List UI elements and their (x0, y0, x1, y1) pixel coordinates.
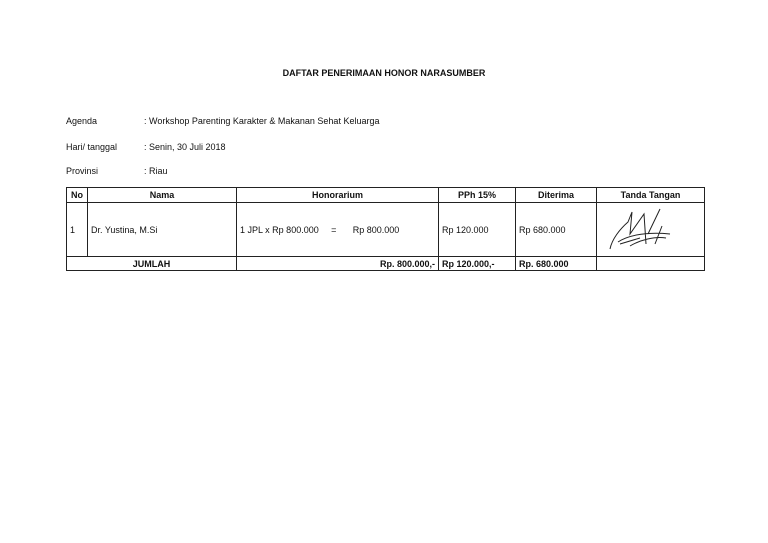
total-row (67, 257, 705, 271)
header-no: No (67, 188, 88, 203)
total-pph: Rp 120.000,- (439, 257, 516, 271)
info-value-province: : Riau (144, 166, 168, 176)
header-tanda-tangan: Tanda Tangan (597, 188, 705, 203)
info-value-date: : Senin, 30 Juli 2018 (144, 142, 226, 152)
header-diterima: Diterima (516, 188, 597, 203)
cell-nama: Dr. Yustina, M.Si (88, 203, 237, 257)
cell-no: 1 (67, 203, 88, 257)
document-title: DAFTAR PENERIMAAN HONOR NARASUMBER (282, 68, 486, 78)
info-value-agenda: : Workshop Parenting Karakter & Makanan Sehat Keluarga (144, 116, 380, 126)
table-header-row (67, 188, 705, 203)
cell-diterima: Rp 680.000 (516, 203, 597, 257)
total-signature-empty (597, 257, 705, 271)
honor-table (66, 187, 705, 271)
cell-signature (597, 203, 705, 257)
honor-equals: = (331, 224, 337, 235)
info-label-date: Hari/ tanggal (66, 142, 118, 152)
total-label: JUMLAH (67, 257, 237, 271)
cell-pph: Rp 120.000 (439, 203, 516, 257)
honor-calc: 1 JPL x Rp 800.000 (240, 224, 319, 235)
header-nama: Nama (88, 188, 237, 203)
table-row (67, 203, 705, 257)
total-honorarium: Rp. 800.000,- (237, 257, 439, 271)
signature-image (600, 204, 700, 254)
header-honorarium: Honorarium (237, 188, 439, 203)
honor-total: Rp 800.000 (352, 224, 400, 235)
cell-honorarium (237, 203, 439, 257)
info-label-province: Provinsi (66, 166, 99, 176)
info-label-agenda: Agenda (66, 116, 98, 126)
header-pph: PPh 15% (439, 188, 516, 203)
total-diterima: Rp. 680.000 (516, 257, 597, 271)
